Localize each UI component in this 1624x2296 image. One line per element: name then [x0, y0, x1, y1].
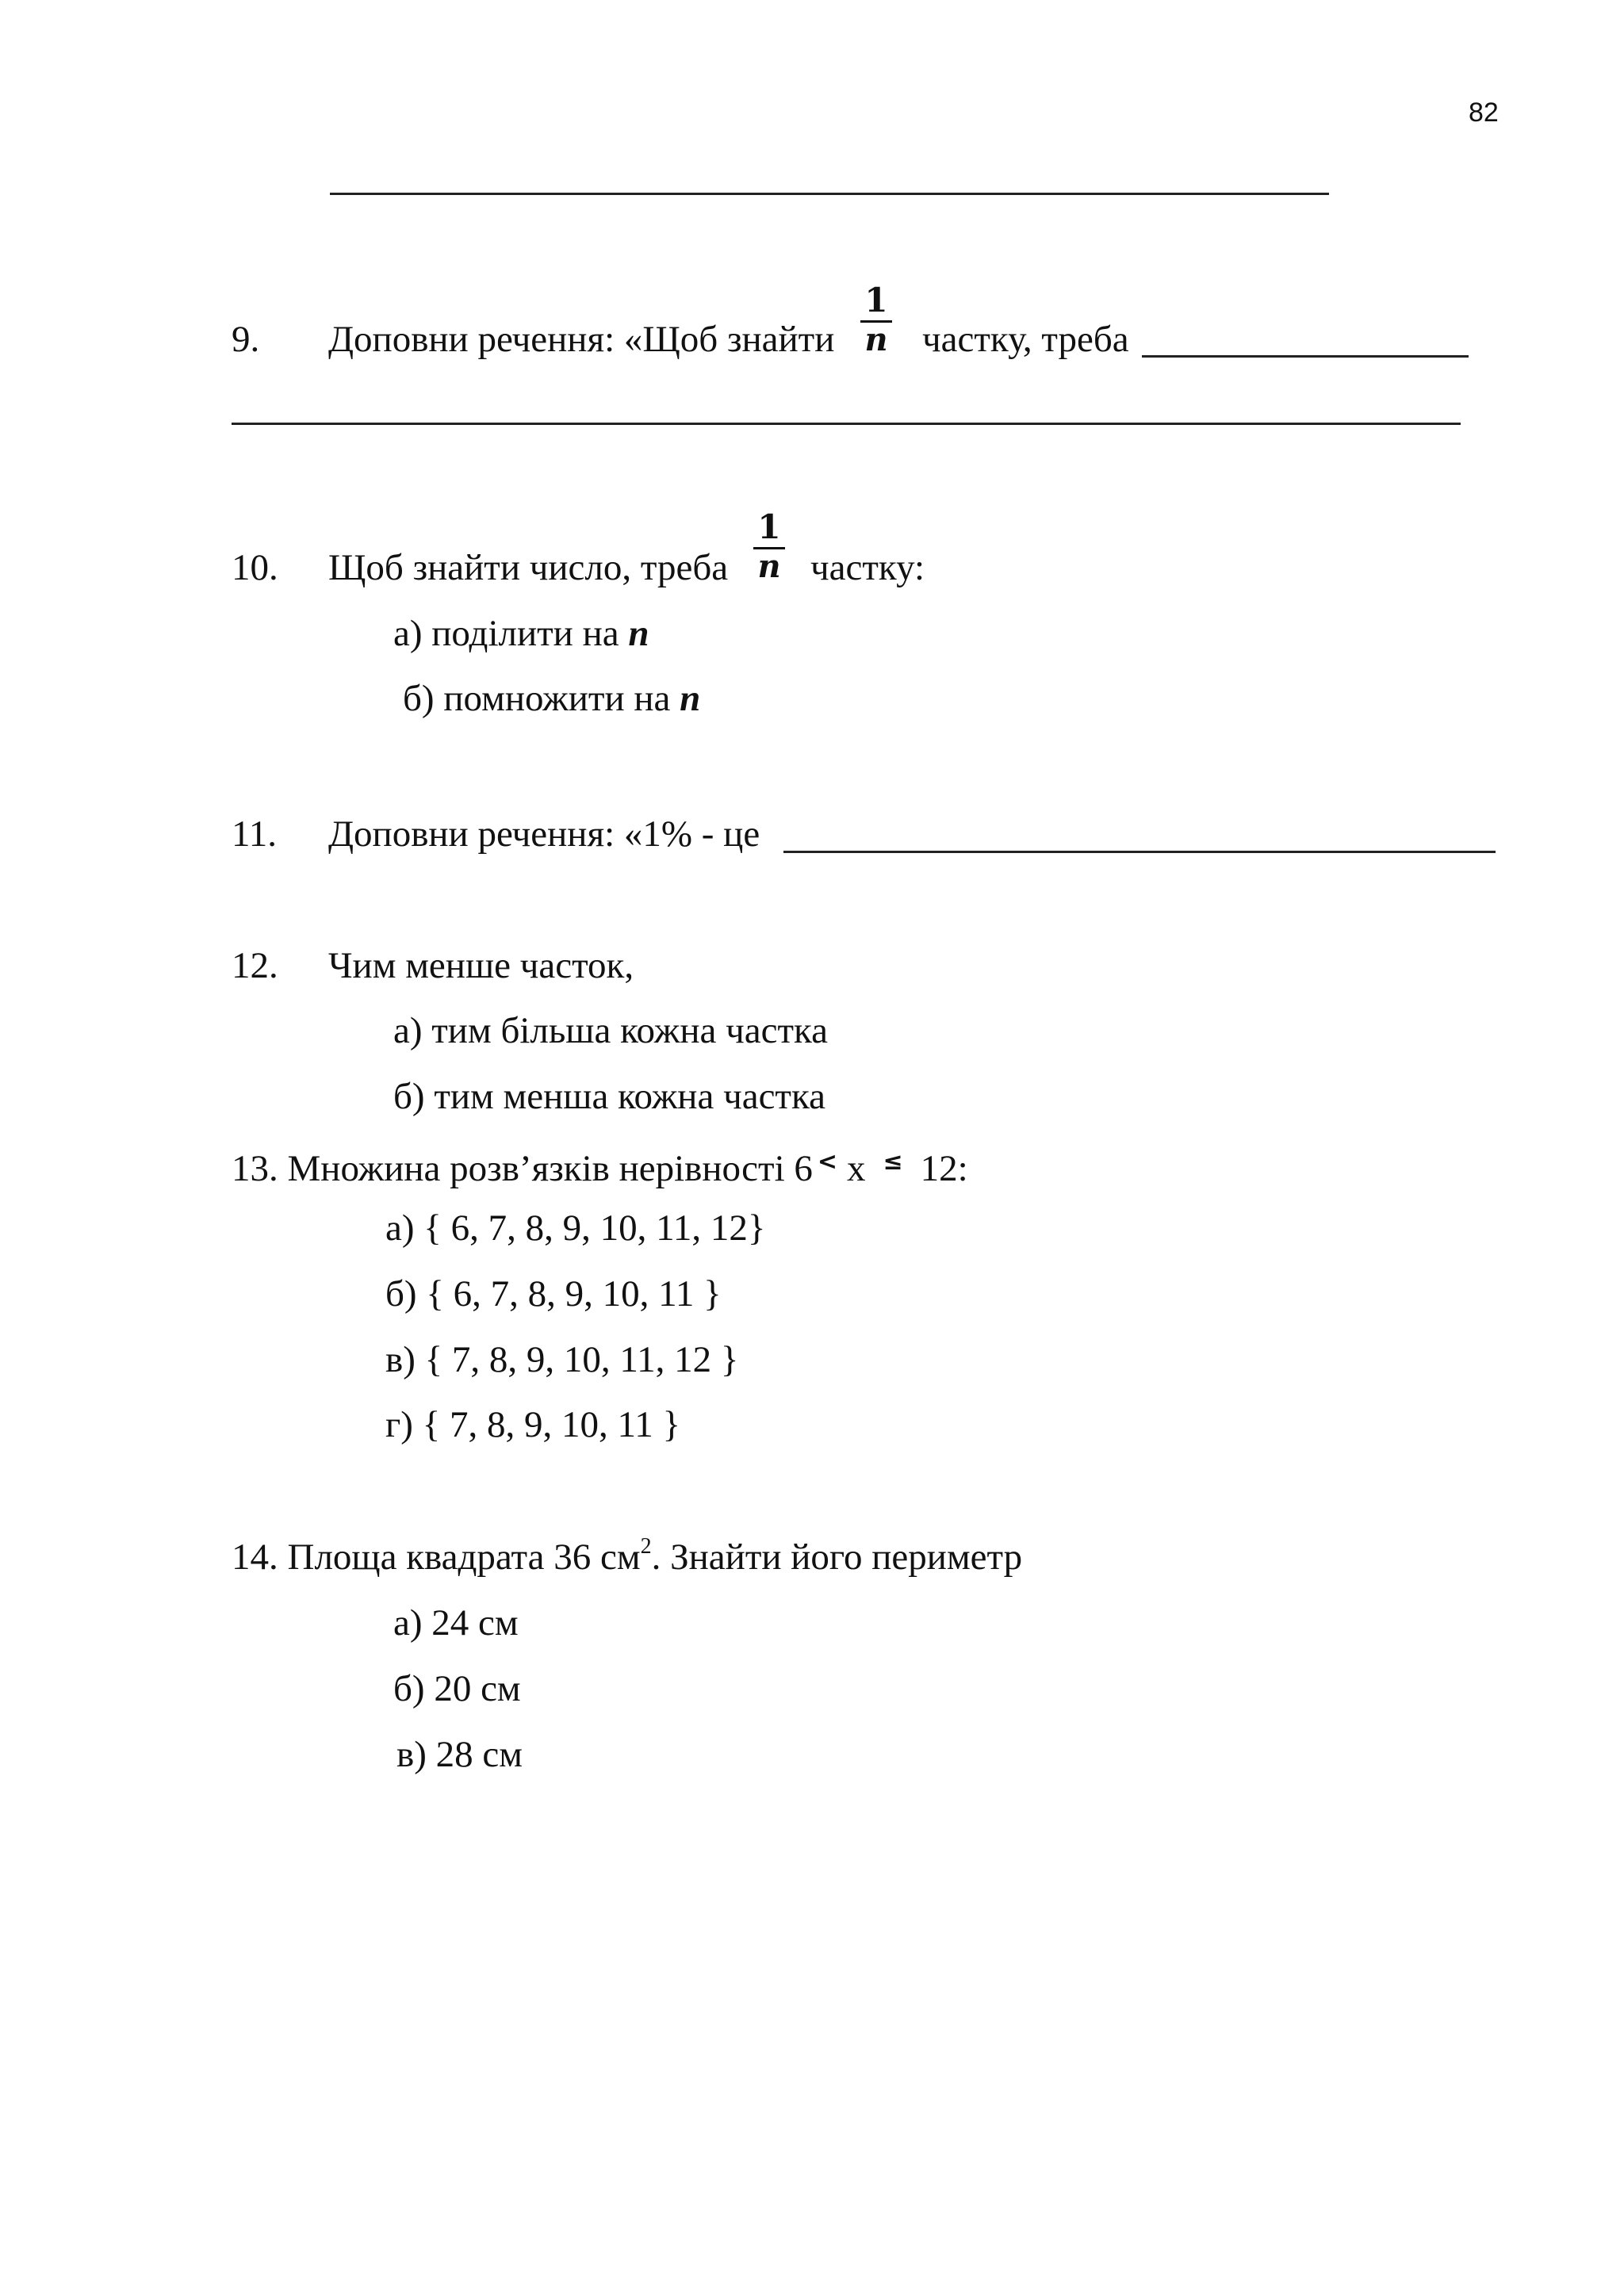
answer-option-d: г) { 7, 8, 9, 10, 11 }	[385, 1404, 681, 1445]
option-label: б) помножити на	[403, 678, 671, 719]
less-than-symbol: <	[817, 1148, 838, 1176]
answer-option-b	[403, 676, 700, 721]
fraction-one-over-n	[860, 282, 892, 356]
option-label: а) поділити на	[393, 613, 619, 654]
question-text-after: частку, треба	[922, 319, 1129, 360]
fraction-numerator: 1	[757, 507, 781, 546]
question-number: 10.	[232, 547, 278, 588]
option-variable: n	[680, 678, 701, 719]
question-number: 12.	[232, 945, 278, 986]
question-text-after: 12:	[920, 1148, 968, 1189]
answer-line[interactable]	[330, 193, 1329, 195]
question-number: 11.	[232, 813, 278, 855]
question-text	[232, 1140, 968, 1191]
answer-option-b: б) тим менша кожна частка	[393, 1076, 825, 1117]
question-text	[232, 1535, 1022, 1579]
answer-option-c: в) { 7, 8, 9, 10, 11, 12 }	[385, 1339, 739, 1380]
fraction-one-over-n	[753, 509, 785, 583]
fraction-denominator: n	[757, 548, 781, 585]
answer-line[interactable]	[1142, 355, 1469, 358]
question-text: Доповни речення: «1% - це	[328, 813, 760, 855]
answer-option-c: в) 28 см	[396, 1734, 523, 1775]
page-number: 82	[1469, 98, 1499, 128]
question-text-before: 14. Площа квадрата 36 см	[232, 1536, 641, 1578]
question-text-before: 13. Множина розв’язків нерівності 6	[232, 1148, 813, 1189]
question-text-after: . Знайти його периметр	[651, 1536, 1023, 1578]
answer-option-a: а) { 6, 7, 8, 9, 10, 11, 12}	[385, 1207, 766, 1249]
answer-option-a: а) тим більша кожна частка	[393, 1010, 829, 1051]
question-text-after: частку:	[810, 547, 925, 588]
question-text: Чим менше часток,	[328, 945, 634, 986]
answer-option-b: б) { 6, 7, 8, 9, 10, 11 }	[385, 1273, 722, 1314]
answer-line[interactable]	[783, 851, 1496, 853]
superscript: 2	[640, 1534, 652, 1559]
question-number: 9.	[232, 319, 260, 360]
answer-line[interactable]	[232, 423, 1461, 425]
answer-option-b: б) 20 см	[393, 1668, 521, 1709]
less-or-equal-symbol: ≤	[883, 1148, 903, 1176]
question-text: Щоб знайти число, треба	[328, 547, 729, 588]
variable-x: х	[847, 1148, 866, 1189]
fraction-numerator: 1	[864, 281, 888, 320]
answer-option-a	[393, 611, 649, 656]
option-variable: n	[628, 613, 649, 654]
question-text: Доповни речення: «Щоб знайти	[328, 319, 835, 360]
answer-option-a: а) 24 см	[393, 1602, 519, 1644]
fraction-denominator: n	[864, 321, 888, 358]
